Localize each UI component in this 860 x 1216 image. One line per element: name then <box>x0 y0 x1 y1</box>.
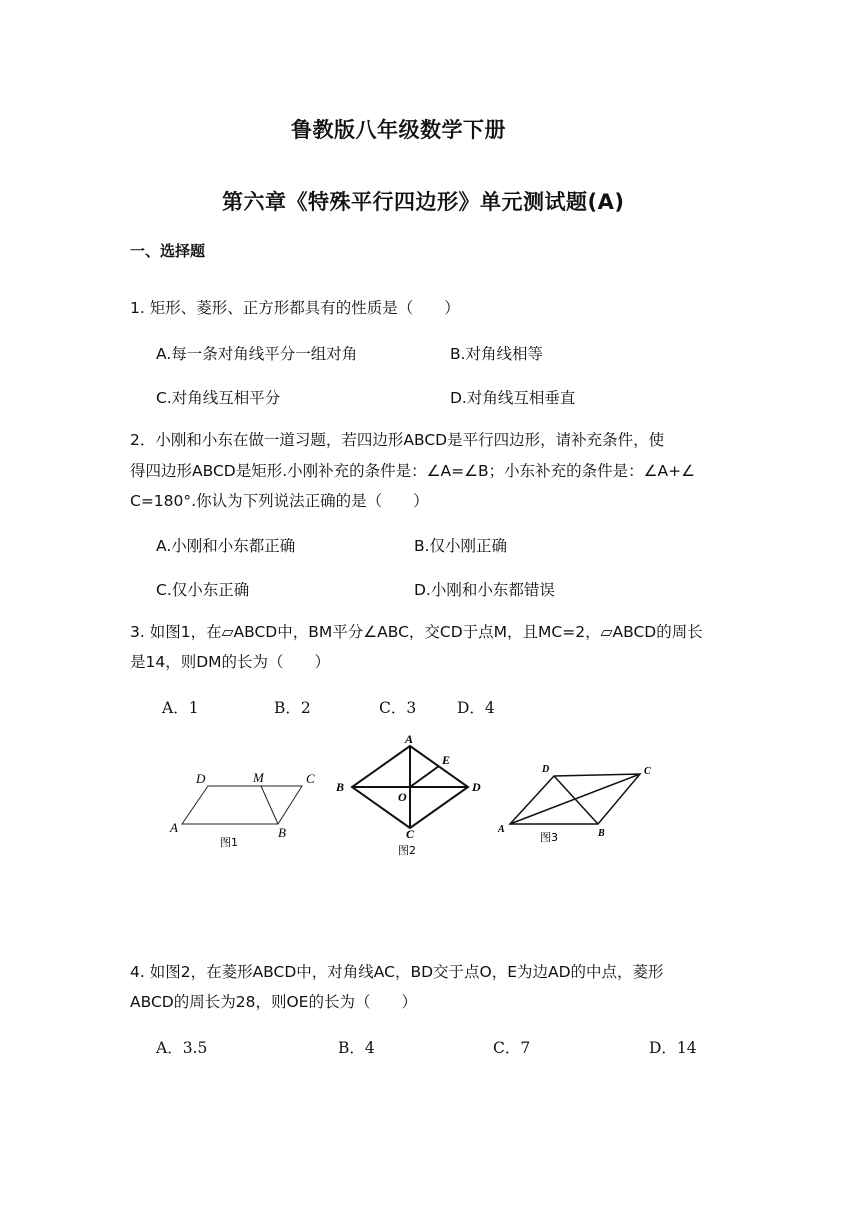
figure-1-label-m: M <box>253 770 264 785</box>
question-1-option-b: B.对角线相等 <box>450 345 544 363</box>
question-1-option-c: C.对角线互相平分 <box>156 389 281 407</box>
figure-3-label-b: B <box>598 828 605 839</box>
question-1-text: 1. 矩形、菱形、正方形都具有的性质是（ ） <box>130 299 460 317</box>
section-heading: 一、选择题 <box>130 242 206 260</box>
document-subtitle: 第六章《特殊平行四边形》单元测试题(A) <box>222 190 625 214</box>
question-2-line-1: 2．小刚和小东在做一道习题，若四边形ABCD是平行四边形，请补充条件，使 <box>130 431 665 449</box>
question-3-option-d: D．4 <box>457 699 495 717</box>
figure-2-label-b: B <box>336 780 345 794</box>
figure-1-parallelogram <box>182 786 302 824</box>
question-3-line-1: 3. 如图1，在▱ABCD中，BM平分∠ABC，交CD于点M，且MC=2，▱ABCD的周长 <box>130 623 703 641</box>
figure-2-segment-oe <box>410 766 439 787</box>
figure-1-label-b: B <box>278 825 286 840</box>
figure-2-label-d: D <box>472 780 481 794</box>
question-2-line-3: C=180°.你认为下列说法正确的是（ ） <box>130 492 429 510</box>
document-title: 鲁教版八年级数学下册 <box>291 118 506 142</box>
figure-3-diagonal-db <box>554 776 598 824</box>
figure-1-label-c: C <box>306 771 315 786</box>
question-4-option-c: C．7 <box>493 1039 531 1057</box>
question-3-option-b: B．2 <box>274 699 311 717</box>
figure-3 <box>492 760 662 850</box>
question-2-option-b: B.仅小刚正确 <box>414 537 508 555</box>
figure-2-label-a: A <box>405 732 414 746</box>
figure-3-label-c: C <box>644 766 651 777</box>
question-2-line-2: 得四边形ABCD是矩形.小刚补充的条件是：∠A=∠B；小东补充的条件是：∠A+∠ <box>130 462 696 480</box>
figure-2-label-c: C <box>406 827 415 841</box>
question-1-option-d: D.对角线互相垂直 <box>450 389 576 407</box>
question-2-option-c: C.仅小东正确 <box>156 581 250 599</box>
figure-3-label-d: D <box>542 764 550 775</box>
figure-3-label-a: A <box>498 824 505 835</box>
question-2-option-d: D.小刚和小东都错误 <box>414 581 555 599</box>
figure-3-caption: 图3 <box>540 831 558 844</box>
figure-2-label-o: O <box>398 790 407 804</box>
question-1-option-a: A.每一条对角线平分一组对角 <box>156 345 358 363</box>
figure-1-segment-bm <box>261 786 278 824</box>
question-4-line-1: 4. 如图2，在菱形ABCD中，对角线AC，BD交于点O，E为边AD的中点，菱形 <box>130 963 664 981</box>
question-4-option-a: A．3.5 <box>156 1039 208 1057</box>
figure-2 <box>330 732 490 860</box>
question-4-option-d: D．14 <box>649 1039 697 1057</box>
question-4-option-b: B．4 <box>338 1039 375 1057</box>
figure-1-label-d: D <box>196 771 206 786</box>
figure-1-label-a: A <box>170 820 178 835</box>
figure-1 <box>160 762 330 857</box>
question-3-option-a: A．1 <box>162 699 199 717</box>
question-3-option-c: C．3 <box>379 699 417 717</box>
figure-1-caption: 图1 <box>220 836 238 849</box>
question-3-line-2: 是14，则DM的长为（ ） <box>130 653 331 671</box>
question-4-line-2: ABCD的周长为28，则OE的长为（ ） <box>130 993 417 1011</box>
question-2-option-a: A.小刚和小东都正确 <box>156 537 296 555</box>
figure-2-label-e: E <box>442 753 451 767</box>
figure-2-caption: 图2 <box>398 844 416 857</box>
